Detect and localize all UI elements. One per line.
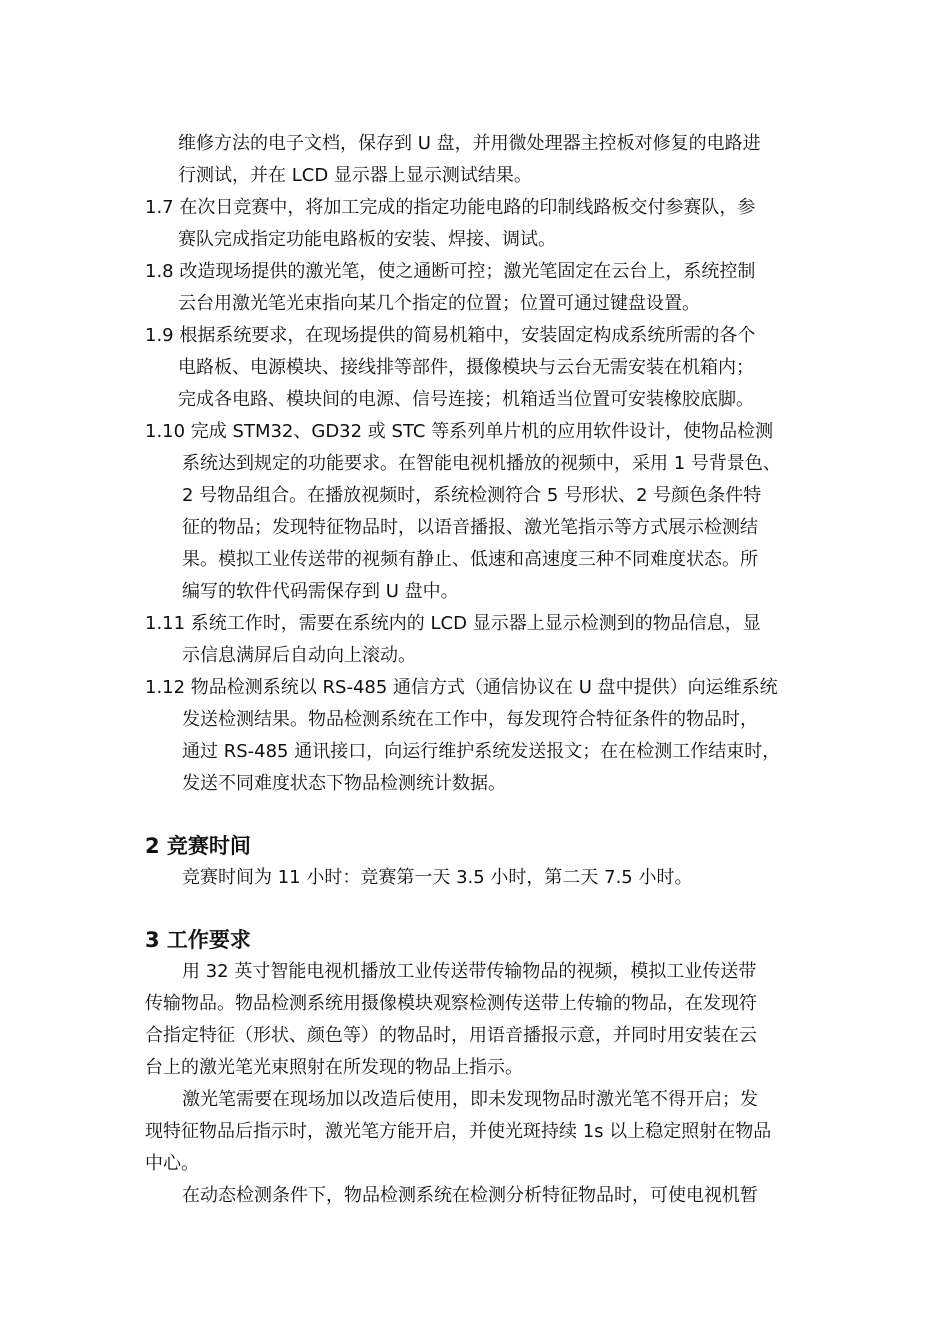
text-line: 发送检测结果。物品检测系统在工作中，每发现符合特征条件的物品时， <box>182 709 758 730</box>
section-gap <box>145 894 830 924</box>
text-line: 2 号物品组合。在播放视频时，系统检测符合 5 号形状、2 号颜色条件特 <box>182 485 762 506</box>
text-line: 传输物品。物品检测系统用摄像模块观察检测传送带上传输的物品，在发现符 <box>145 993 757 1014</box>
paragraph-first-line: 在动态检测条件下，物品检测系统在检测分析特征物品时，可使电视机暂 <box>182 1185 758 1206</box>
text-line: 示信息满屏后自动向上滚动。 <box>182 645 416 666</box>
text-line: 果。模拟工业传送带的视频有静止、低速和高速度三种不同难度状态。所 <box>182 549 758 570</box>
list-item-1-12: 1.12 物品检测系统以 RS-485 通信方式（通信协议在 U 盘中提供）向运维系统 <box>145 677 778 698</box>
text-line: 征的物品；发现特征物品时，以语音播报、激光笔指示等方式展示检测结 <box>182 517 758 538</box>
section-heading-3: 3 工作要求 <box>145 928 251 952</box>
section-gap <box>145 800 830 830</box>
text-line: 编写的软件代码需保存到 U 盘中。 <box>182 581 459 602</box>
list-item-1-10: 1.10 完成 STM32、GD32 或 STC 等系列单片机的应用软件设计，使物品检测 <box>145 421 774 442</box>
list-item-1-7: 1.7 在次日竞赛中，将加工完成的指定功能电路的印制线路板交付参赛队，参 <box>145 197 756 218</box>
text-line: 台上的激光笔光束照射在所发现的物品上指示。 <box>145 1057 523 1078</box>
text-line: 赛队完成指定功能电路板的安装、焊接、调试。 <box>178 229 556 250</box>
text-line: 合指定特征（形状、颜色等）的物品时，用语音播报示意，并同时用安装在云 <box>145 1025 757 1046</box>
document-body <box>145 128 830 1212</box>
text-line: 完成各电路、模块间的电源、信号连接；机箱适当位置可安装橡胶底脚。 <box>178 389 754 410</box>
text-line: 系统达到规定的功能要求。在智能电视机播放的视频中，采用 1 号背景色、 <box>182 453 781 474</box>
list-item-1-8: 1.8 改造现场提供的激光笔，使之通断可控；激光笔固定在云台上，系统控制 <box>145 261 756 282</box>
text-line: 发送不同难度状态下物品检测统计数据。 <box>182 773 506 794</box>
text-line: 现特征物品后指示时，激光笔方能开启，并使光斑持续 1s 以上稳定照射在物品 <box>145 1121 772 1142</box>
paragraph-first-line: 激光笔需要在现场加以改造后使用，即未发现物品时激光笔不得开启；发 <box>182 1089 758 1110</box>
list-item-1-11: 1.11 系统工作时，需要在系统内的 LCD 显示器上显示检测到的物品信息，显 <box>145 613 761 634</box>
text-line: 电路板、电源模块、接线排等部件，摄像模块与云台无需安装在机箱内； <box>178 357 754 378</box>
text-line: 竞赛时间为 11 小时：竞赛第一天 3.5 小时，第二天 7.5 小时。 <box>182 867 693 888</box>
text-line: 维修方法的电子文档，保存到 U 盘，并用微处理器主控板对修复的电路进 <box>178 133 761 154</box>
paragraph-first-line: 用 32 英寸智能电视机播放工业传送带传输物品的视频，模拟工业传送带 <box>182 961 757 982</box>
text-line: 云台用激光笔光束指向某几个指定的位置；位置可通过键盘设置。 <box>178 293 700 314</box>
section-heading-2: 2 竞赛时间 <box>145 834 251 858</box>
text-line: 中心。 <box>145 1153 199 1174</box>
list-item-1-9: 1.9 根据系统要求，在现场提供的简易机箱中，安装固定构成系统所需的各个 <box>145 325 756 346</box>
text-line: 行测试，并在 LCD 显示器上显示测试结果。 <box>178 165 532 186</box>
text-line: 通过 RS-485 通讯接口，向运行维护系统发送报文；在在检测工作结束时， <box>182 741 781 762</box>
